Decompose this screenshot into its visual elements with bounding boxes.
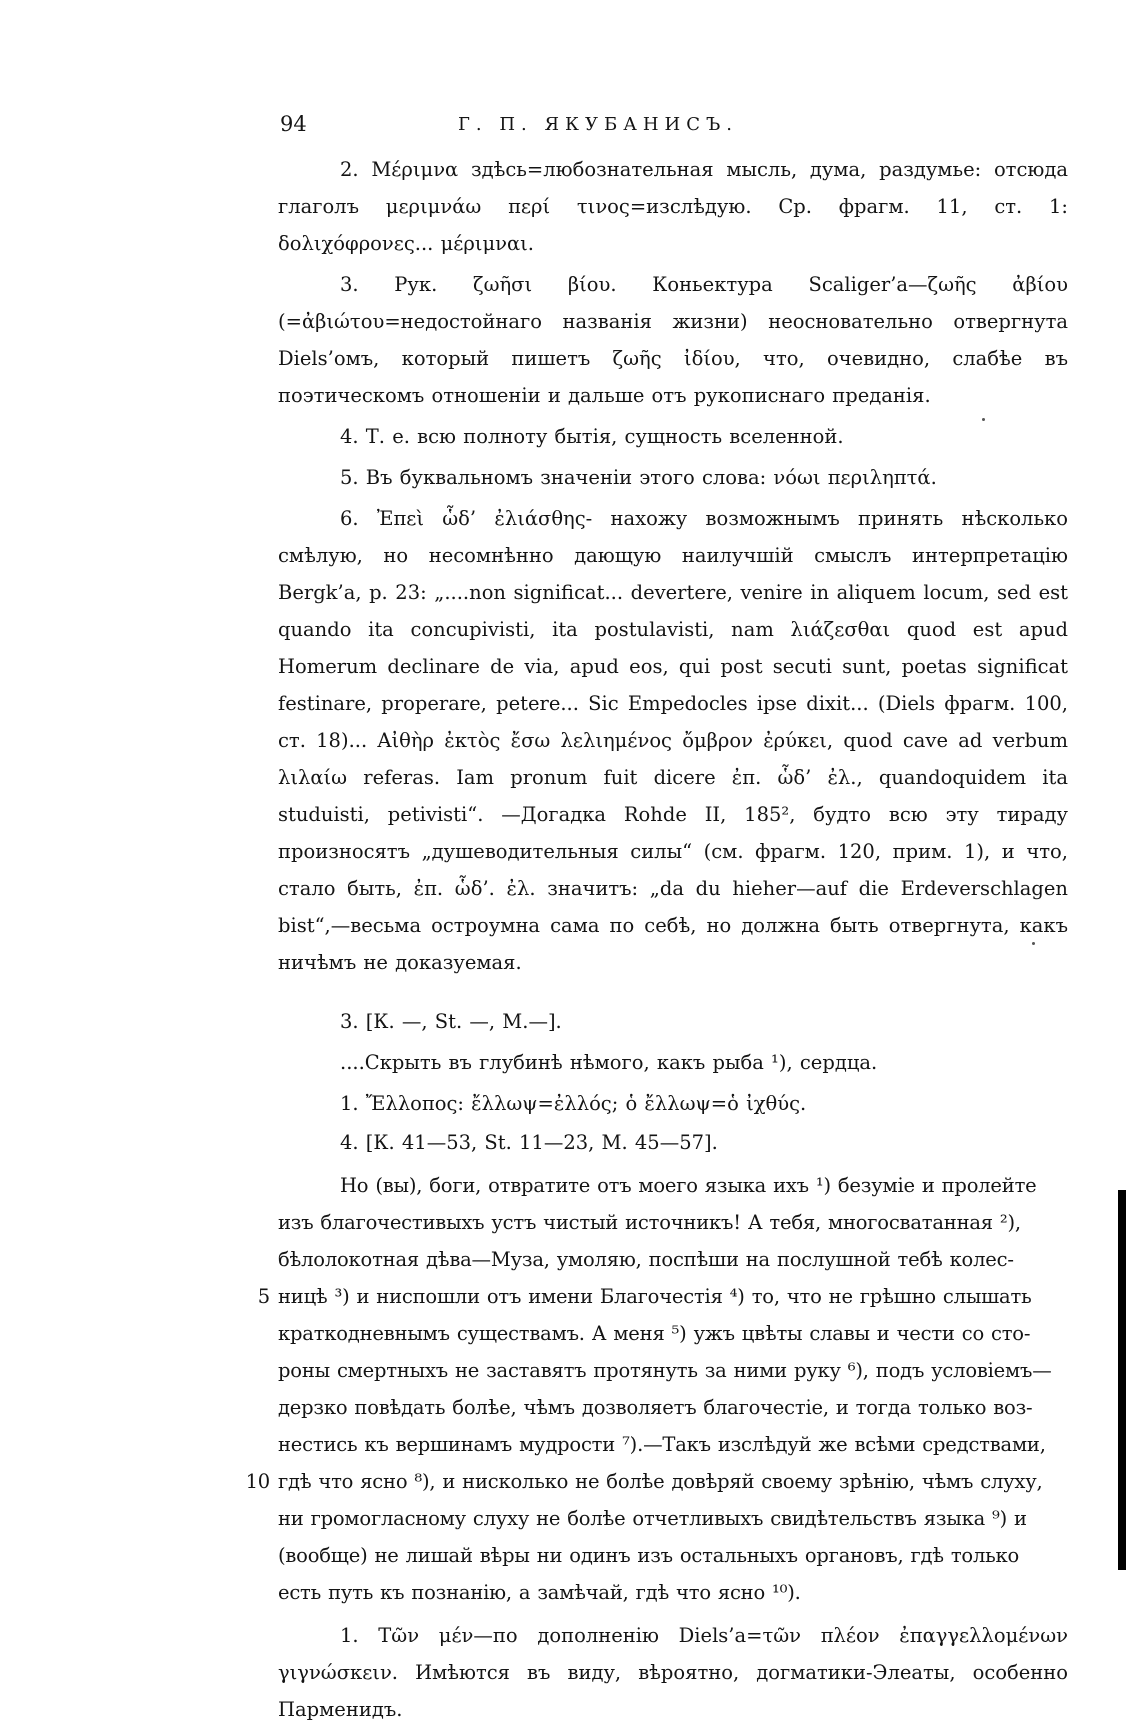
fragment-4 [245, 1124, 1068, 1728]
fragment-3-text: ....Скрыть въ глубинѣ нѣмого, какъ рыба ¹), сердца. [340, 1051, 878, 1074]
scan-speck [1032, 942, 1035, 945]
verse-text: дерзко повѣдать болѣе, чѣмъ дозволяетъ благочестіе, и тогда только воз- [278, 1396, 1033, 1419]
verse-text: ницѣ ³) и ниспошли отъ имени Благочестія ⁴) то, что не грѣшно слышать [278, 1285, 1032, 1308]
fragment-4-heading: 4. [К. 41—53, St. 11—23, М. 45—57]. [340, 1131, 718, 1154]
verse-text: гдѣ что ясно ⁸), и нисколько не болѣе довѣряй своему зрѣнію, чѣмъ слуху, [278, 1470, 1043, 1493]
verse-line [278, 1167, 1068, 1204]
fragment-3-note: 1. Ἔλλοπος: ἔλλωψ=ἐλλός; ὁ ἔλλωψ=ὁ ἰχθύς. [340, 1092, 807, 1115]
verse-text: нестись къ вершинамъ мудрости ⁷).—Такъ изслѣдуй же всѣми средствами, [278, 1433, 1046, 1456]
verse-line [278, 1241, 1068, 1278]
fragment-4-lines [245, 1167, 1068, 1611]
verse-line [257, 1278, 1068, 1315]
verse-line [245, 1463, 1068, 1500]
verse-line [278, 1389, 1068, 1426]
note-6: 6. Ἐπεὶ ὧδ’ ἐλιάσθης- нахожу возможнымъ принять нѣсколько смѣлую, но несомнѣнно дающую наилучшій смыслъ интерпретацію Bergk’a, p. 23: „....non significat... devertere, venire in aliquem locum, sed est quando ita concupivisti, ita postulavisti, nam λιάζεσθαι quod est apud Homerum declinare de via, apud eos, qui post secuti sunt, poetas significat festinare, properare, petere... Sic Empedocles ipse dixit... (Diels фрагм. 100, ст. 18)... Αἰθὴρ ἐκτὸς ἔσω λελιημένος ὄμβρον ἐρύκει, quod cave ad verbum λιλαίω referas. Iam pronum fuit dicere ἐπ. ὧδ’ ἐλ., quandoquidem ita studuisti, petivisti“. —Догадка Rohde II, 185², будто всю эту тираду произносятъ „душеводительныя силы“ (см. фрагм. 120, прим. 1), и что, стало быть, ἐπ. ὧδ’. ἐλ. значитъ: „da du hieher—auf die Erdeverschlagen bist“,—весьма остроумна сама по себѣ, но должна быть отвергнута, какъ ничѣмъ не доказуемая. [278, 507, 1068, 974]
fragment-3-heading: 3. [К. —, St. —, М.—]. [340, 1010, 562, 1033]
verse-line [278, 1500, 1068, 1537]
verse-line [278, 1426, 1068, 1463]
note-3: 3. Рук. ζωῆσι βίου. Коньектура Scaliger’a—ζωῆς ἀβίου (=ἀβιώτου=недостойнаго названія жизни) неосновательно отвергнута Diels’омъ, который пишетъ ζωῆς ἰδίου, что, очевидно, слабѣе въ поэтическомъ отношеніи и дальше отъ рукописнаго преданія. [278, 273, 1068, 407]
verse-line [278, 1574, 1068, 1611]
verse-line [278, 1352, 1068, 1389]
verse-text: Но (вы), боги, отвратите отъ моего языка ихъ ¹) безуміе и пролейте [340, 1174, 1037, 1197]
verse-text: бѣлолокотная дѣва—Муза, умоляю, поспѣши на послушной тебѣ колес- [278, 1248, 1014, 1271]
scan-speck [982, 418, 985, 421]
verse-text: роны смертныхъ не заставятъ протянуть за ними руку ⁶), подъ условіемъ— [278, 1359, 1052, 1382]
fragment-4-note: 1. Τῶν μέν—по дополненію Diels’a=τῶν πλέον ἐπαγγελλομένων γιγνώσκειν. Имѣются въ виду, вѣроятно, догматики-Элеаты, особенно Парменидъ. [278, 1624, 1068, 1721]
verse-text: изъ благочестивыхъ устъ чистый источникъ! А тебя, многосватанная ²), [278, 1211, 1021, 1234]
verse-text: есть путь къ познанію, а замѣчай, гдѣ что ясно ¹⁰). [278, 1581, 801, 1604]
verse-text: ни громогласному слуху не болѣе отчетливыхъ свидѣтельствъ языка ⁹) и [278, 1507, 1027, 1530]
page-header [278, 108, 918, 148]
running-title: Г. П. ЯКУБАНИСЪ. [457, 114, 739, 135]
note-2: 2. Μέριμνα здѣсь=любознательная мысль, дума, раздумье: отсюда глаголъ μεριμνάω περί τινος=изслѣдую. Ср. фрагм. 11, ст. 1: δολιχόφρονες... μέριμναι. [278, 158, 1068, 255]
line-number: 10 [245, 1470, 270, 1493]
fragment-3 [278, 1003, 1068, 1122]
note-5: 5. Въ буквальномъ значеніи этого слова: νόωι περιληπτά. [340, 466, 937, 489]
verse-text: (вообще) не лишай вѣры ни одинъ изъ остальныхъ органовъ, гдѣ только [278, 1544, 1020, 1567]
verse-line [278, 1537, 1068, 1574]
verse-text: краткодневнымъ существамъ. А меня ⁵) ужъ цвѣты славы и чести со сто- [278, 1322, 1031, 1345]
scan-edge-bar [1118, 1190, 1126, 1570]
line-number: 5 [257, 1285, 270, 1308]
verse-line [278, 1315, 1068, 1352]
verse-line [278, 1204, 1068, 1241]
page-number: 94 [280, 112, 307, 136]
notes-block [278, 151, 1068, 981]
note-4: 4. Т. е. всю полноту бытія, сущность вселенной. [340, 425, 844, 448]
